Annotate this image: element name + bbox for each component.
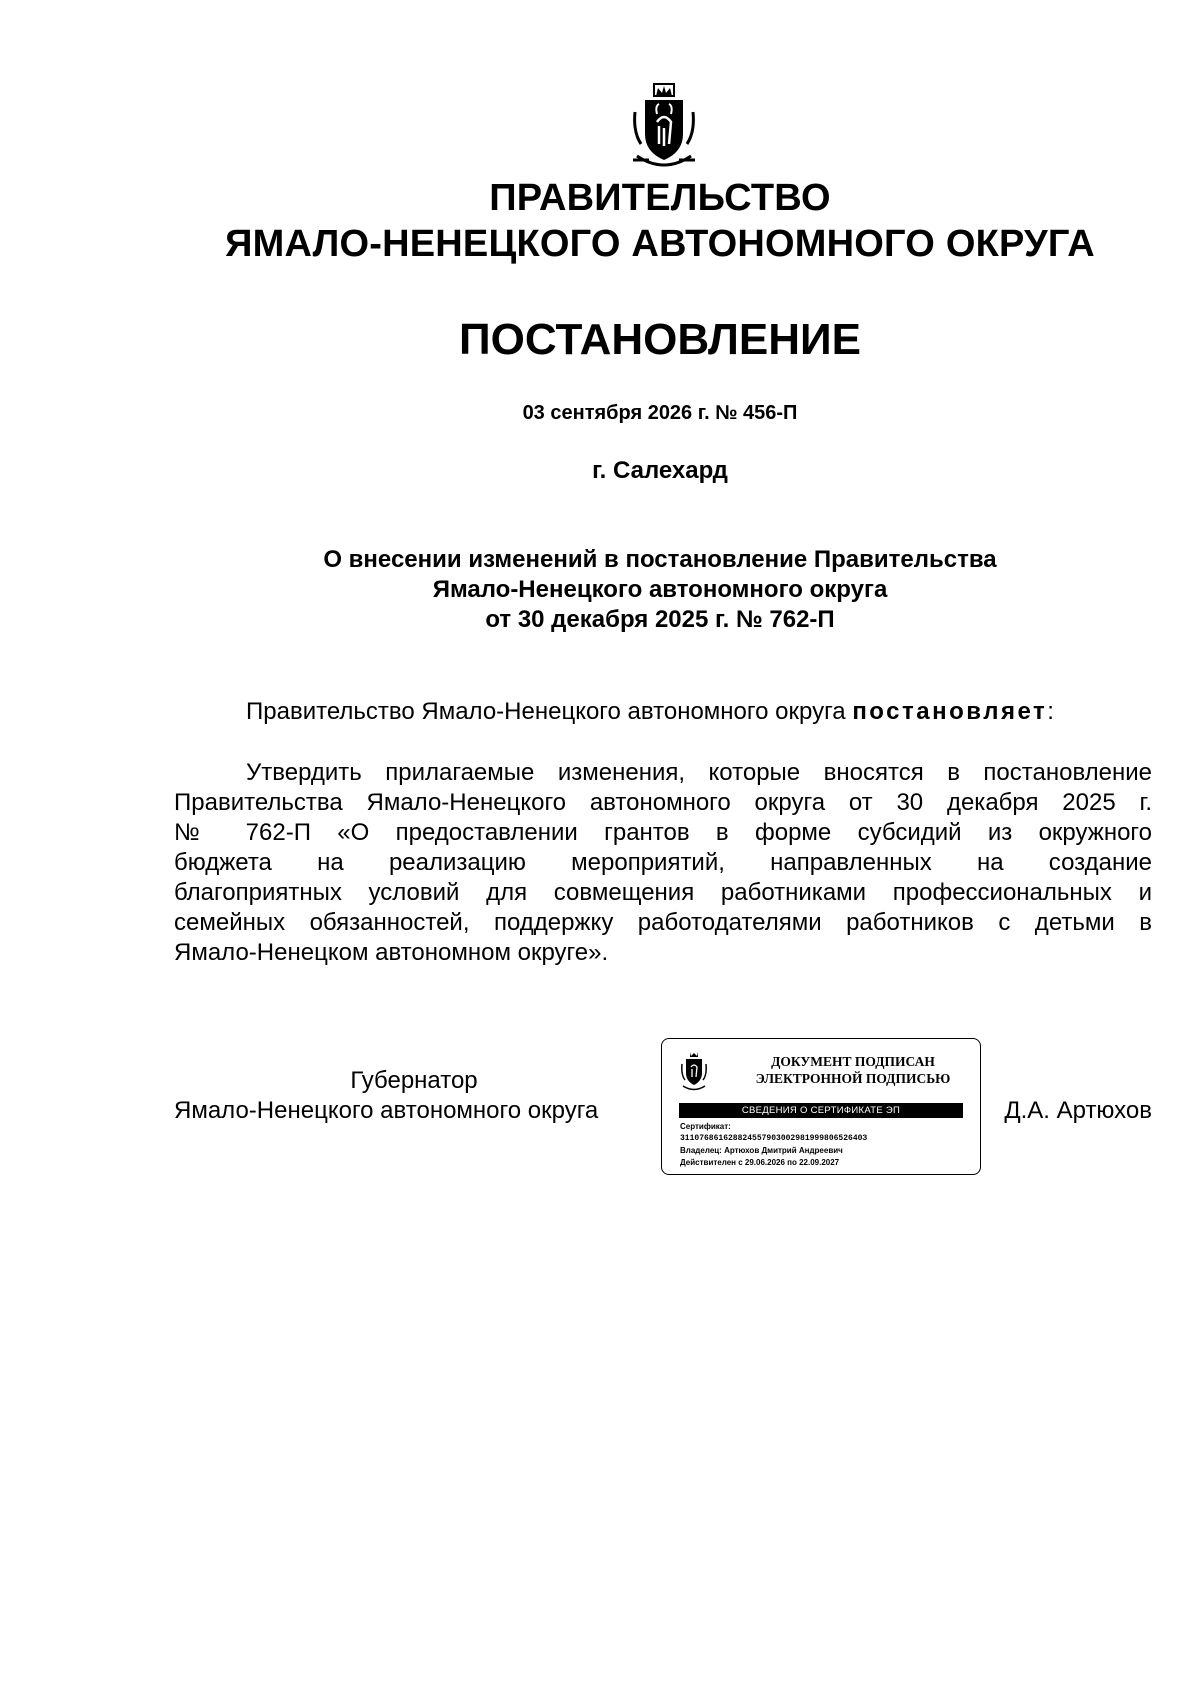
signatory-name: Д.А. Артюхов bbox=[1004, 1097, 1152, 1124]
enacting-clause bbox=[246, 697, 1054, 727]
body-line: Утвердить прилагаемые изменения, которые вносятся в постановление bbox=[246, 759, 1152, 786]
document-type-title: ПОСТАНОВЛЕНИЕ bbox=[458, 315, 862, 364]
enacting-clause-text: Правительство Ямало-Ненецкого автономного округа bbox=[246, 698, 853, 725]
subject-line: Ямало-Ненецкого автономного округа bbox=[432, 576, 888, 603]
stamp-certificate-bar: СВЕДЕНИЯ О СЕРТИФИКАТЕ ЭП bbox=[679, 1103, 963, 1118]
stamp-cert-number: 31107686162882455790300298199980652640З bbox=[680, 1134, 868, 1143]
document-city: г. Салехард bbox=[592, 457, 728, 484]
stamp-cert-label: Сертификат: bbox=[680, 1122, 731, 1131]
stamp-validity: Действителен с 29.06.2026 по 22.09.2027 bbox=[680, 1158, 840, 1167]
body-line: бюджета на реализацию мероприятий, направленных на создание bbox=[174, 849, 1152, 876]
body-line: Ямало-Ненецком автономном округе». bbox=[174, 939, 609, 966]
body-line: № 762-П «О предоставлении грантов в форме субсидий из окружного bbox=[174, 819, 1152, 846]
electronic-signature-stamp bbox=[661, 1038, 981, 1175]
organization-name-line2: ЯМАЛО-НЕНЕЦКОГО АВТОНОМНОГО ОКРУГА bbox=[225, 223, 1095, 265]
coat-of-arms-icon bbox=[627, 82, 701, 174]
resolution-body bbox=[174, 758, 1152, 968]
subject-line: от 30 декабря 2025 г. № 762-П bbox=[485, 606, 835, 633]
document-subject bbox=[0, 545, 1200, 635]
document-date-number: 03 сентября 2026 г. № 456-П bbox=[522, 402, 798, 424]
coat-of-arms-emblem bbox=[627, 82, 701, 174]
subject-line: О внесении изменений в постановление Правительства bbox=[323, 546, 997, 573]
stamp-emblem-icon bbox=[680, 1051, 708, 1091]
signatory-organization: Ямало-Ненецкого автономного округа bbox=[174, 1097, 599, 1124]
stamp-heading-line2: ЭЛЕКТРОННОЙ ПОДПИСЬЮ bbox=[755, 1071, 951, 1086]
enacting-clause-colon: : bbox=[1047, 698, 1054, 725]
stamp-owner: Владелец: Артюхов Дмитрий Андреевич bbox=[680, 1146, 843, 1155]
organization-name-line1: ПРАВИТЕЛЬСТВО bbox=[489, 177, 831, 219]
enacting-clause-verb: постановляет bbox=[852, 698, 1048, 725]
stamp-heading-line1: ДОКУМЕНТ ПОДПИСАН bbox=[771, 1054, 935, 1069]
signatory-title: Губернатор bbox=[350, 1067, 478, 1094]
body-line: Правительства Ямало-Ненецкого автономного округа от 30 декабря 2025 г. bbox=[174, 789, 1152, 816]
body-line: благоприятных условий для совмещения работниками профессиональных и bbox=[174, 879, 1152, 906]
body-line: семейных обязанностей, поддержку работодателями работников с детьми в bbox=[174, 909, 1152, 936]
